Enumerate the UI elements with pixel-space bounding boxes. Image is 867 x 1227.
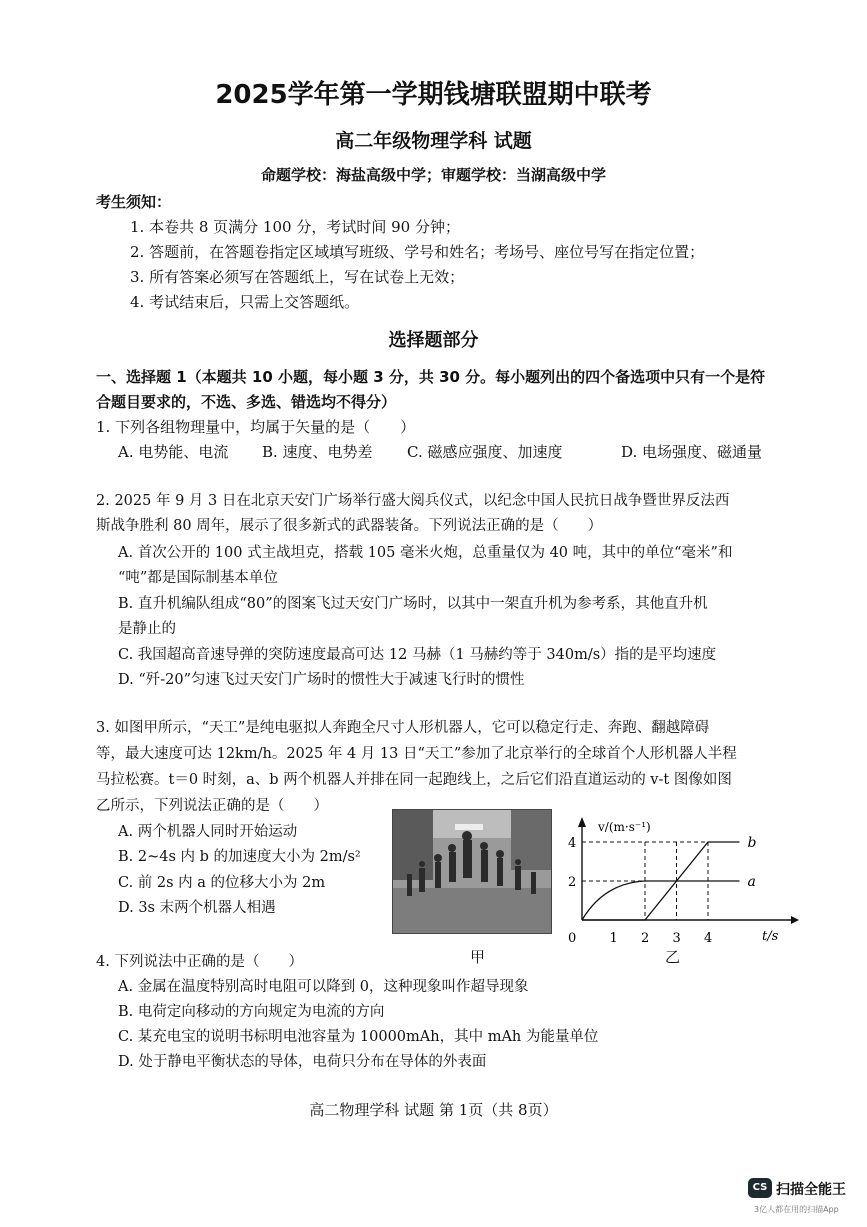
option: B. 直升机编队组成“80”的图案飞过天安门广场时，以其中一架直升机为参考系，其他直升机: [118, 596, 708, 612]
y-axis-label: v/(m·s⁻¹): [598, 820, 651, 834]
option: A. 两个机器人同时开始运动: [118, 824, 298, 840]
y-tick-label: 2: [568, 875, 577, 890]
exam-title: 2025学年第一学期钱塘联盟期中联考: [215, 80, 652, 110]
part-intro: 合题目要求的，不选、多选、错选均不得分）: [96, 393, 397, 411]
question-stem: 斯战争胜利 80 周年，展示了很多新式的武器装备。下列说法正确的是（ ）: [96, 518, 603, 534]
figure-label-jia: 甲: [470, 948, 486, 966]
scanner-app-name: 扫描全能王: [776, 1182, 846, 1198]
option: B. 电荷定向移动的方向规定为电流的方向: [118, 1004, 385, 1020]
series-a-label: a: [747, 874, 756, 890]
question-stem: 乙所示，下列说法正确的是（ ）: [96, 798, 328, 814]
x-axis-label: t/s: [762, 929, 779, 944]
option: B. 速度、电势差: [262, 443, 373, 461]
question-stem: 4. 下列说法中正确的是（ ）: [96, 954, 303, 970]
question-stem: 等，最大速度可达 12km/h。2025 年 4 月 13 日“天工”参加了北京举行的全球首个人形机器人半程: [96, 746, 737, 762]
x-tick-label: 0: [568, 931, 577, 946]
question-stem: 1. 下列各组物理量中，均属于矢量的是（ ）: [96, 418, 416, 436]
question-stem: 马拉松赛。t＝0 时刻，a、b 两个机器人并排在同一起跑线上，之后它们沿直道运动的 v-t 图像如图: [96, 772, 732, 788]
option: D. 处于静电平衡状态的导体，电荷只分布在导体的外表面: [118, 1054, 487, 1070]
photo-illustration: [393, 810, 551, 933]
scanner-logo-icon: CS: [748, 1178, 772, 1198]
x-tick-label: 2: [641, 931, 650, 946]
option: C. 某充电宝的说明书标明电池容量为 10000mAh，其中 mAh 为能量单位: [118, 1029, 599, 1045]
robot-marathon-photo: [392, 809, 552, 934]
notice-item: 2. 答题前，在答题卷指定区域填写班级、学号和姓名；考场号、座位号写在指定位置；: [130, 243, 705, 261]
notice-item: 3. 所有答案必须写在答题纸上，写在试卷上无效；: [130, 268, 465, 286]
option: B. 2~4s 内 b 的加速度大小为 2m/s²: [118, 849, 361, 865]
notice-item: 4. 考试结束后，只需上交答题纸。: [130, 293, 360, 311]
option: “吨”都是国际制基本单位: [118, 570, 278, 586]
option: D. 电场强度、磁通量: [621, 443, 763, 461]
option: C. 磁感应强度、加速度: [407, 443, 563, 461]
scanner-tagline: 3亿人都在用的扫描App: [754, 1205, 839, 1214]
option: 是静止的: [118, 621, 176, 637]
x-axis-arrow: [791, 916, 799, 924]
section-title: 选择题部分: [388, 330, 479, 351]
question-stem: 3. 如图甲所示，“天工”是纯电驱拟人奔跑全尺寸人形机器人，它可以稳定行走、奔跑、翻越障碍: [96, 720, 710, 736]
x-tick-label: 3: [672, 931, 681, 946]
option: A. 首次公开的 100 式主战坦克，搭载 105 毫米火炮，总重量仅为 40 吨，其中的单位“毫米”和: [118, 545, 733, 561]
figure-label-yi: 乙: [665, 948, 681, 966]
part-intro: 一、选择题 1（本题共 10 小题，每小题 3 分，共 30 分。每小题列出的四个备选项中只有一个是符: [96, 368, 766, 386]
x-tick-label: 1: [609, 931, 618, 946]
notice-item: 1. 本卷共 8 页满分 100 分，考试时间 90 分钟；: [130, 218, 460, 236]
option: A. 电势能、电流: [118, 443, 229, 461]
option: D. “歼-20”匀速飞过天安门广场时的惯性大于减速飞行时的惯性: [118, 672, 525, 688]
x-tick-label: 4: [704, 931, 713, 946]
exam-schools: 命题学校：海盐高级中学；审题学校：当湖高级中学: [260, 166, 606, 184]
y-tick-label: 4: [568, 836, 577, 851]
option: C. 我国超高音速导弹的突防速度最高可达 12 马赫（1 马赫约等于 340m/s）指的是平均速度: [118, 647, 717, 663]
series-b-label: b: [747, 835, 757, 851]
question-stem: 2. 2025 年 9 月 3 日在北京天安门广场举行盛大阅兵仪式，以纪念中国人民抗日战争暨世界反法西: [96, 493, 730, 509]
option: A. 金属在温度特别高时电阻可以降到 0，这种现象叫作超导现象: [118, 979, 529, 995]
notice-heading: 考生须知：: [96, 193, 172, 211]
y-axis-arrow: [578, 817, 586, 827]
option: C. 前 2s 内 a 的位移大小为 2m: [118, 875, 326, 891]
exam-subtitle: 高二年级物理学科 试题: [335, 130, 532, 152]
page-footer: 高二物理学科 试题 第 1页（共 8页）: [309, 1101, 558, 1119]
option: D. 3s 末两个机器人相遇: [118, 900, 276, 916]
vt-graph: [566, 813, 806, 948]
